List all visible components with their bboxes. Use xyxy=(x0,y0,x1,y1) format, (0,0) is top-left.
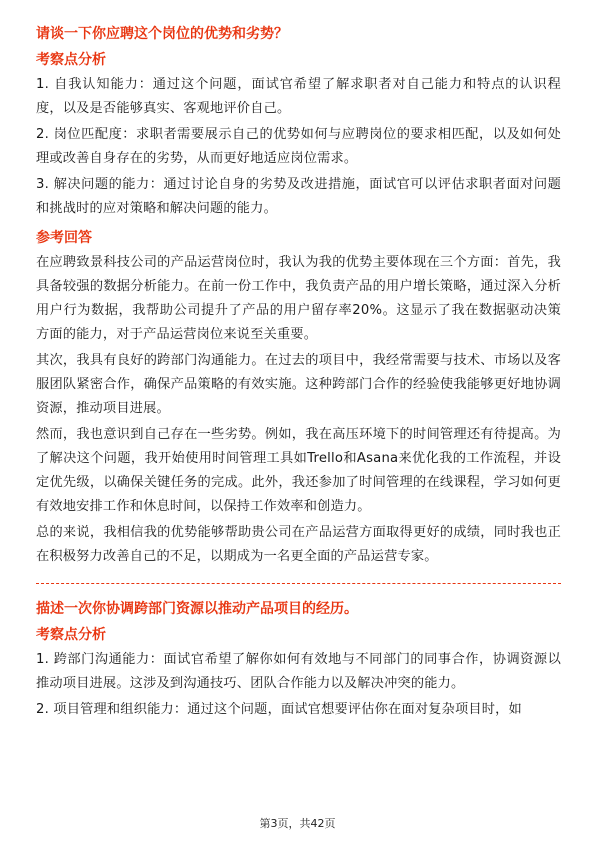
answer-paragraph: 然而，我也意识到自己存在一些劣势。例如，我在高压环境下的时间管理还有待提高。为了解决这个问题，我开始使用时间管理工具如Trello和Asana来优化我的工作流程，并设定优先级，以确保关键任务的完成。此外，我还参加了时间管理的在线课程，学习如何更有效地安排工作和休息时间，以保持工作效率和创造力。 xyxy=(36,427,561,514)
section-divider xyxy=(36,583,561,584)
answer-paragraph: 在应聘致景科技公司的产品运营岗位时，我认为我的优势主要体现在三个方面：首先，我具备较强的数据分析能力。在前一份工作中，我负责产品的用户增长策略，通过深入分析用户行为数据，我帮助公司提升了产品的用户留存率20%。这显示了我在数据驱动决策方面的能力，对于产品运营岗位来说至关重要。 xyxy=(36,255,561,342)
analysis-heading: 考察点分析 xyxy=(36,627,106,643)
answer-heading: 参考回答 xyxy=(36,230,92,246)
analysis-item: 1. 自我认知能力：通过这个问题，面试官希望了解求职者对自己能力和特点的认识程度，以及是否能够真实、客观地评价自己。 xyxy=(36,77,561,116)
question-title: 请谈一下你应聘这个岗位的优势和劣势？ xyxy=(36,26,288,42)
analysis-heading: 考察点分析 xyxy=(36,52,106,68)
answer-paragraph: 总的来说，我相信我的优势能够帮助贵公司在产品运营方面取得更好的成绩，同时我也正在积极努力改善自己的不足，以期成为一名更全面的产品运营专家。 xyxy=(36,525,561,564)
analysis-item: 3. 解决问题的能力：通过讨论自身的劣势及改进措施，面试官可以评估求职者面对问题和挑战时的应对策略和解决问题的能力。 xyxy=(36,177,561,216)
document-body xyxy=(36,23,561,722)
page-number: 第3页，共42页 xyxy=(259,817,336,830)
answer-paragraph: 其次，我具有良好的跨部门沟通能力。在过去的项目中，我经常需要与技术、市场以及客服团队紧密合作，确保产品策略的有效实施。这种跨部门合作的经验使我能够更好地协调资源，推动项目进展。 xyxy=(36,353,561,416)
analysis-item: 1. 跨部门沟通能力：面试官希望了解你如何有效地与不同部门的同事合作，协调资源以推动项目进展。这涉及到沟通技巧、团队合作能力以及解决冲突的能力。 xyxy=(36,652,561,691)
question-title: 描述一次你协调跨部门资源以推动产品项目的经历。 xyxy=(36,601,358,617)
analysis-item: 2. 项目管理和组织能力：通过这个问题，面试官想要评估你在面对复杂项目时，如 xyxy=(36,702,522,717)
analysis-item: 2. 岗位匹配度：求职者需要展示自己的优势如何与应聘岗位的要求相匹配，以及如何处理或改善自身存在的劣势，从而更好地适应岗位需求。 xyxy=(36,127,561,166)
